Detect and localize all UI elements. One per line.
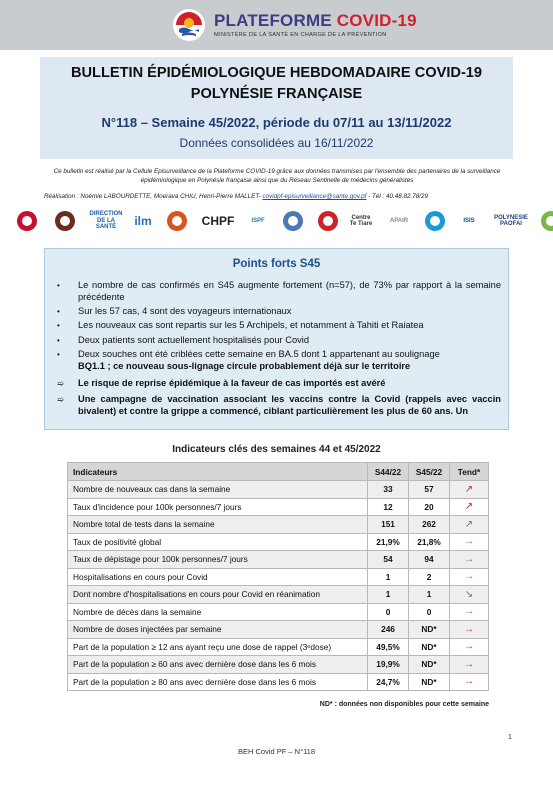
partner-logo — [454, 207, 484, 235]
table-header-row — [68, 463, 489, 481]
key-point: • Les nouveaux cas sont repartis sur les 5 Archipels, et notamment à Tahiti et Raiatea — [57, 320, 424, 330]
key-point-arrow: ➯ Une campagne de vaccination associant les vaccins contre la Covid (rappels avec vaccin bivalent) et contre la grippe a commencé, ciblant particulièrement les plus de 60 ans. Un — [57, 394, 501, 416]
key-points-title: Points forts S45 — [232, 258, 321, 270]
table-row — [68, 481, 489, 499]
partner-emblem-icon — [282, 210, 304, 232]
trend-arrow-icon: ↗ — [450, 481, 489, 499]
partner-emblem-icon — [540, 210, 553, 232]
value-s45: ND* — [409, 673, 450, 691]
header-indicator: Indicateurs — [68, 463, 368, 481]
trend-arrow-icon: → — [450, 656, 489, 674]
indicator-label: Taux de positivité global — [68, 533, 368, 551]
bulletin-consolidation-date: Données consolidées au 16/11/2022 — [179, 136, 374, 150]
value-s45: 0 — [409, 603, 450, 621]
partner-logo-label: APAIR — [389, 217, 409, 224]
indicator-label: Nombre de décès dans la semaine — [68, 603, 368, 621]
ministry-subtitle: MINISTÈRE DE LA SANTÉ EN CHARGE DE LA PRÉVENTION — [214, 32, 387, 38]
key-point: • Le nombre de cas confirmés en S45 augmente fortement (n=57), de 73% par rapport à la semaine précédente — [57, 280, 501, 302]
platform-title-part2: COVID-19 — [336, 11, 417, 30]
table-row — [68, 603, 489, 621]
value-s44: 1 — [368, 586, 409, 604]
indicator-label: Nombre de nouveaux cas dans la semaine — [68, 481, 368, 499]
credit-statement: Ce bulletin est réalisé par la Cellule Episurveillance de la Plateforme COVID-19 grâce aux données transmises par l'ensemble des partenaires de la surveillance épidémiologique en Polynésie française ainsi que du Réseau Sentinelle de médecins généralistes — [53, 168, 501, 184]
partner-logo — [48, 207, 82, 235]
trend-arrow-icon: → — [450, 533, 489, 551]
value-s45: 1 — [409, 586, 450, 604]
contact-phone: - Tél : 40.48.82.78/29 — [366, 193, 429, 200]
trend-arrow-icon: → — [450, 638, 489, 656]
value-s45: 21,8% — [409, 533, 450, 551]
bullet-icon: • — [57, 336, 60, 345]
value-s45: 20 — [409, 498, 450, 516]
partner-logo — [278, 207, 308, 235]
authors-text: Réalisation : Noémie LABOURDETTE, Moerava CHIU, Henri-Pierre MALLET- — [44, 193, 263, 200]
trend-arrow-icon: → — [450, 673, 489, 691]
nd-footnote: ND* : données non disponibles pour cette semaine — [319, 701, 489, 708]
value-s45: ND* — [409, 638, 450, 656]
value-s45: 262 — [409, 516, 450, 534]
platform-logo — [172, 8, 417, 42]
value-s45: ND* — [409, 621, 450, 639]
bulletin-period: N°118 – Semaine 45/2022, période du 07/11 au 13/11/2022 — [101, 115, 452, 130]
indicator-label: Part de la population ≥ 60 ans avec dernière dose dans les 6 mois — [68, 656, 368, 674]
table-row — [68, 656, 489, 674]
table-row — [68, 516, 489, 534]
partner-emblem-icon — [424, 210, 446, 232]
polynesia-emblem-icon — [172, 8, 206, 42]
bullet-icon: • — [57, 321, 60, 330]
table-row — [68, 498, 489, 516]
indicator-label: Nombre de doses injectées par semaine — [68, 621, 368, 639]
key-point-arrow: ➯ Le risque de reprise épidémique à la faveur de cas importés est avéré — [57, 378, 386, 388]
partner-emblem-icon — [54, 210, 76, 232]
key-point: • Deux patients sont actuellement hospitalisés pour Covid — [57, 335, 310, 345]
indicator-label: Nombre total de tests dans la semaine — [68, 516, 368, 534]
key-points-box — [44, 248, 509, 430]
bulletin-title: BULLETIN ÉPIDÉMIOLOGIQUE HEBDOMADAIRE COVID-19 — [70, 65, 483, 81]
table-row — [68, 638, 489, 656]
value-s45: 94 — [409, 551, 450, 569]
partner-logo-label: ilm — [134, 213, 152, 228]
partner-logo — [348, 207, 374, 235]
bulletin-title-block — [40, 57, 513, 159]
trend-arrow-icon: → — [450, 551, 489, 569]
partner-logo-label: ISIS — [463, 217, 475, 224]
arrow-right-icon: ➯ — [57, 395, 64, 404]
bullet-icon: • — [57, 281, 60, 290]
partner-logos — [14, 207, 544, 239]
trend-arrow-icon: ↗ — [450, 516, 489, 534]
key-point-continuation: BQ1.1 ; ce nouveau sous-lignage circule probablement déjà sur le territoire — [78, 361, 411, 371]
partner-logo — [198, 207, 238, 235]
partner-logo — [538, 207, 553, 235]
platform-title-part1: PLATEFORME — [214, 11, 337, 30]
value-s44: 246 — [368, 621, 409, 639]
trend-arrow-icon: → — [450, 603, 489, 621]
value-s44: 49,5% — [368, 638, 409, 656]
value-s44: 21,9% — [368, 533, 409, 551]
bullet-icon: • — [57, 307, 60, 316]
bulletin-region: POLYNÉSIE FRANÇAISE — [190, 86, 363, 102]
value-s44: 151 — [368, 516, 409, 534]
partner-emblem-icon — [317, 210, 339, 232]
partner-logo-label: DIRECTION DE LA SANTÉ — [89, 211, 123, 231]
header-s45: S45/22 — [409, 463, 450, 481]
credit-authors — [44, 193, 514, 202]
trend-arrow-icon: → — [450, 621, 489, 639]
page-footer: BEH Covid PF – N°118 — [237, 747, 316, 756]
value-s44: 1 — [368, 568, 409, 586]
value-s45: 57 — [409, 481, 450, 499]
page-number: 1 — [508, 734, 512, 741]
partner-logo-label: Centre Te Tiare — [349, 214, 373, 227]
indicator-label: Part de la population ≥ 80 ans avec dernière dose dans les 6 mois — [68, 673, 368, 691]
partner-logo — [424, 207, 446, 235]
partner-logo — [130, 207, 156, 235]
header-trend: Tend* — [450, 463, 489, 481]
partner-logo — [14, 207, 40, 235]
indicator-label: Hospitalisations en cours pour Covid — [68, 568, 368, 586]
arrow-right-icon: ➯ — [57, 379, 64, 388]
value-s45: ND* — [409, 656, 450, 674]
value-s44: 19,9% — [368, 656, 409, 674]
partner-logo — [246, 207, 270, 235]
partner-logo — [90, 207, 122, 235]
indicators-table — [67, 462, 489, 691]
partner-logo-label: ISPF — [251, 217, 265, 224]
table-row — [68, 533, 489, 551]
trend-arrow-icon: ↘ — [450, 586, 489, 604]
key-point: • Sur les 57 cas, 4 sont des voyageurs internationaux — [57, 306, 292, 316]
indicators-title: Indicateurs clés des semaines 44 et 45/2022 — [172, 444, 381, 455]
partner-emblem-icon — [166, 210, 188, 232]
header-s44: S44/22 — [368, 463, 409, 481]
table-row — [68, 551, 489, 569]
trend-arrow-icon: → — [450, 568, 489, 586]
indicator-label: Part de la population ≥ 12 ans ayant reçu une dose de rappel (3ᵉdose) — [68, 638, 368, 656]
indicator-label: Taux d'incidence pour 100k personnes/7 jours — [68, 498, 368, 516]
key-point: • Deux souches ont été criblées cette semaine en BA.5 dont 1 appartenant au soulignage — [57, 349, 440, 359]
contact-email-link[interactable]: covidpf-episurveillance@sante.gov.pf — [262, 193, 367, 200]
value-s44: 33 — [368, 481, 409, 499]
header-bar — [0, 0, 553, 50]
table-row — [68, 621, 489, 639]
partner-logo-label: CHPF — [201, 213, 235, 228]
value-s44: 54 — [368, 551, 409, 569]
indicator-label: Taux de dépistage pour 100k personnes/7 jours — [68, 551, 368, 569]
partner-logo-label: POLYNESIE PAOFAI — [494, 214, 528, 227]
platform-title — [214, 11, 417, 31]
partner-logo — [492, 207, 530, 235]
partner-logo — [164, 207, 190, 235]
value-s44: 0 — [368, 603, 409, 621]
partner-logo — [382, 207, 416, 235]
table-row — [68, 673, 489, 691]
value-s45: 2 — [409, 568, 450, 586]
indicator-label: Dont nombre d'hospitalisations en cours pour Covid en réanimation — [68, 586, 368, 604]
value-s44: 12 — [368, 498, 409, 516]
value-s44: 24,7% — [368, 673, 409, 691]
bullet-icon: • — [57, 350, 60, 359]
partner-logo — [316, 207, 340, 235]
trend-arrow-icon: ↗ — [450, 498, 489, 516]
partner-emblem-icon — [16, 210, 38, 232]
table-row — [68, 568, 489, 586]
table-row — [68, 586, 489, 604]
